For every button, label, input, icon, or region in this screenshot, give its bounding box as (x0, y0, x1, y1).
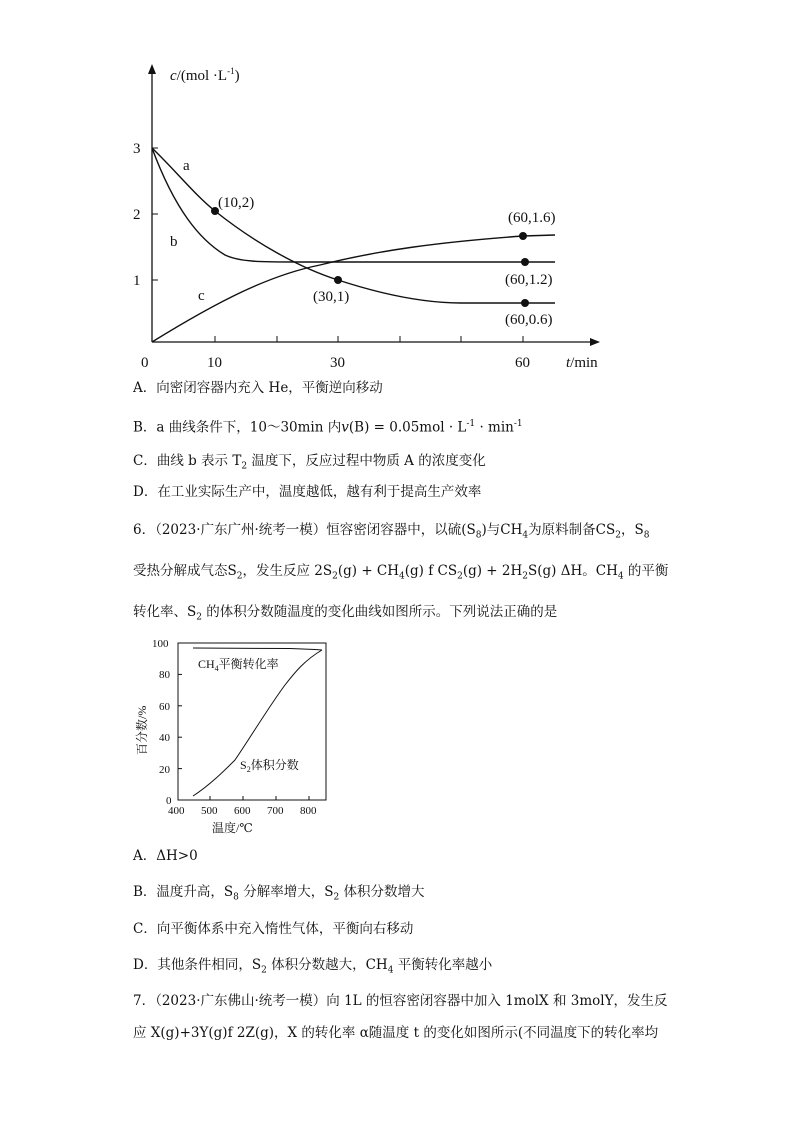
x-tick-label: 700 (267, 805, 284, 817)
q5-option-c-sub: 2 (241, 461, 248, 472)
q5-option-b-sup: -1 (466, 419, 476, 429)
q5-option-c (133, 451, 486, 477)
curve-label-a: a (183, 158, 190, 174)
q6-option-sub: 2 (261, 965, 267, 976)
x-tick-label: 400 (168, 805, 185, 817)
q6-sub: 4 (522, 530, 529, 541)
q5-option-c-text: C．曲线 b 表示 T (133, 453, 242, 469)
q6-text: (g) f CS (404, 563, 458, 579)
x-ticks (210, 796, 309, 800)
y-tick-label: 2 (133, 207, 141, 223)
y-tick-label: 20 (159, 764, 170, 776)
x-tick-label: 500 (201, 805, 218, 817)
y-tick-label: 40 (159, 732, 170, 744)
q6-text: (g) + 2H (462, 563, 523, 579)
data-point (519, 232, 527, 240)
q6-sub: 2 (457, 571, 463, 582)
y-axis-label: 百分数/% (135, 705, 149, 755)
q6-option-c: C．向平衡体系中充入惰性气体，平衡向右移动 (133, 921, 414, 937)
data-point (521, 299, 529, 307)
q6-option-sub: 2 (333, 892, 340, 903)
point-label: (60,0.6) (505, 312, 553, 328)
q6-text: ，发生反应 2S (242, 563, 333, 579)
curve-c (152, 235, 555, 342)
point-label: (60,1.2) (505, 272, 553, 288)
curve-a (152, 148, 555, 303)
x-tick-label: 60 (515, 355, 530, 371)
q6-sub: 2 (196, 612, 202, 623)
x-tick-label: 10 (207, 355, 222, 371)
point-label: (10,2) (218, 195, 255, 211)
y-tick-label: 100 (152, 638, 169, 650)
data-point (521, 258, 529, 266)
q6-line-2 (133, 561, 668, 587)
q6-option-sub: 4 (387, 965, 394, 976)
q6-text: ，S (620, 522, 644, 538)
q6-text: 为原料制备CS (528, 522, 616, 538)
q6-option-text: 体积分数增大 (339, 884, 425, 900)
q6-text: 的体积分数随温度的变化曲线如图所示。下列说法正确的是 (201, 604, 558, 620)
x-tick-label: 30 (330, 355, 345, 371)
q6-line-1 (133, 520, 649, 546)
concentration-time-chart (0, 0, 794, 380)
q6-sub: 8 (643, 530, 650, 541)
q6-text: (g) + CH (337, 563, 400, 579)
q6-sub: 2 (236, 571, 243, 582)
ch4-curve-label: $CH_4$平衡转化率 (198, 657, 279, 673)
q6-line-3 (133, 602, 557, 628)
q5-option-b-mid: (B) = 0.05mol · L (348, 419, 467, 436)
q6-sub: 2 (522, 571, 529, 582)
point-label: (60,1.6) (508, 210, 556, 226)
q6-sub: 4 (399, 571, 405, 582)
q5-option-b (133, 414, 523, 438)
x-tick-label: 0 (141, 355, 149, 371)
ch4-conversion-curve (193, 648, 322, 650)
curve-label-b: b (170, 234, 178, 250)
y-tick-label: 0 (166, 795, 172, 807)
q6-text: 6．（2023·广东广州·统考一模）恒容密闭容器中，以硫(S (133, 522, 476, 538)
q5-option-a: A．向密闭容器内充入 He，平衡逆向移动 (133, 380, 383, 396)
x-tick-label: 800 (300, 805, 317, 817)
y-axis-arrow (148, 64, 156, 74)
q6-text: S(g) ΔH (528, 563, 583, 579)
q6-sub: 8 (475, 530, 482, 541)
x-tick-label: 600 (234, 805, 251, 817)
data-point (334, 276, 342, 284)
q6-sub: 4 (617, 571, 624, 582)
q6-text: 转化率、S (133, 604, 197, 620)
q6-option-text: B．温度升高，S (133, 884, 234, 900)
q6-option-d (133, 955, 492, 981)
q6-text: 受热分解成气态S (133, 563, 237, 579)
y-tick-label: 60 (159, 701, 170, 713)
x-axis-arrow (590, 338, 600, 346)
curve-label-c: c (198, 288, 205, 304)
q6-option-a: A．ΔH>0 (133, 848, 198, 864)
q5-option-b-sup2: -1 (513, 419, 523, 429)
q6-text: 。CH (582, 563, 618, 579)
y-ticks (178, 643, 182, 769)
y-tick-label: 3 (133, 141, 141, 157)
q6-option-sub: 8 (233, 892, 239, 903)
q5-option-d: D．在工业实际生产中，温度越低，越有利于提高生产效率 (133, 484, 482, 500)
q6-text: 的平衡 (623, 563, 669, 579)
point-label: (30,1) (313, 289, 350, 305)
q7-line-1: 7．（2023·广东佛山·统考一模）向 1L 的恒容密闭容器中加入 1molX 和 3molY，发生反 (133, 993, 668, 1009)
y-tick-label: 80 (159, 669, 170, 681)
y-tick-label: 1 (133, 273, 141, 289)
s2-fraction-curve (193, 650, 322, 796)
q6-option-text: D．其他条件相同，S (133, 957, 262, 973)
q5-option-b-mid2: · min (475, 419, 514, 436)
q6-text: )与CH (481, 522, 523, 538)
temperature-percent-chart (130, 630, 340, 840)
q5-option-c-post: 温度下，反应过程中物质 A 的浓度变化 (247, 453, 486, 469)
q6-sub: 2 (615, 530, 621, 541)
q5-option-b-text: B．a 曲线条件下，10～30min 内 (133, 419, 342, 436)
q6-option-text: 体积分数越大，CH (266, 957, 388, 973)
q5-option-b-v: v (341, 419, 349, 436)
x-axis-label: 温度/℃ (212, 821, 253, 835)
x-axis-label: t/min (566, 355, 598, 371)
q6-option-b (133, 882, 424, 908)
y-axis-label: $c/(mol \cdot L^{-1})$ (170, 66, 240, 84)
q6-option-text: 分解率增大，S (238, 884, 334, 900)
q6-sub: 2 (332, 571, 338, 582)
curve-b (152, 148, 555, 262)
s2-curve-label: $S_2$体积分数 (240, 758, 299, 774)
q7-line-2: 应 X(g)+3Y(g)f 2Z(g)，X 的转化率 α随温度 t 的变化如图所示(不同温度下的转化率均 (133, 1025, 659, 1041)
q6-option-text: 平衡转化率越小 (393, 957, 493, 973)
